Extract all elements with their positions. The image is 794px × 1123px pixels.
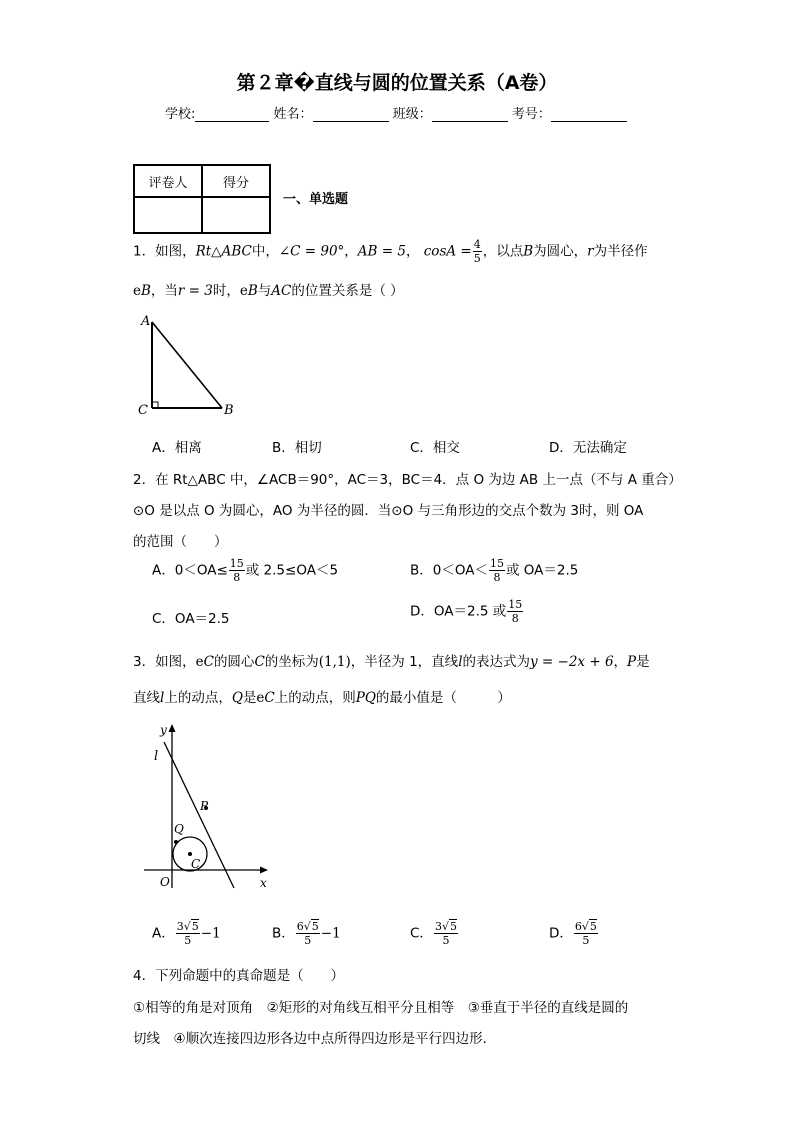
label-q: Q — [174, 822, 184, 836]
class-label: 班级： — [392, 107, 432, 122]
question-3-line-1: 3．如图，eC的圆心C的坐标为(1,1)，半径为 1，直线l的表达式为y = −2x + 6，P是 — [133, 654, 650, 670]
question-3-line-2: 直线l上的动点，Q是eC上的动点，则PQ的最小值是（ ） — [133, 690, 511, 706]
q3-option-a[interactable]: A． $\frac{3√5}{5}$ −1 — [152, 920, 221, 947]
score-cell[interactable] — [202, 197, 270, 233]
school-label: 学校: — [165, 107, 196, 122]
score-table — [133, 164, 271, 234]
q3-option-b[interactable]: B． $\frac{6√5}{5}$ −1 — [272, 920, 341, 947]
side-ab — [152, 322, 222, 408]
exam-number-label: 考号： — [511, 107, 551, 122]
score-header: 得分 — [202, 165, 270, 197]
coordinate-figure — [140, 718, 280, 896]
grader-header: 评卷人 — [134, 165, 202, 197]
question-1-line-1: 1．如图，Rt△ABC中，∠C = 90°，AB = 5， cosA = $\frac{4}{5}$ ，以点B为圆心，r为半径作 — [133, 238, 648, 265]
q1-option-b[interactable]: B．相切 — [272, 440, 322, 456]
center-c-dot — [188, 852, 192, 856]
label-y: y — [160, 723, 167, 737]
q3-option-d[interactable]: D． $\frac{6√5}{5}$ — [549, 920, 597, 947]
question-2-line-2: ⊙O 是以点 O 为圆心，AO 为半径的圆．当⊙O 与三角形边的交点个数为 3时，则 OA — [133, 503, 644, 519]
question-4-line-2: ①相等的角是对顶角 ②矩形的对角线互相平分且相等 ③垂直于半径的直线是圆的 — [133, 1000, 629, 1016]
section-title: 一、单选题 — [283, 192, 349, 207]
vertex-a: A — [141, 314, 151, 329]
question-4-line-1: 4．下列命题中的真命题是（ ） — [133, 968, 345, 984]
label-o: O — [160, 875, 170, 889]
triangle-figure — [130, 308, 245, 423]
grader-cell[interactable] — [134, 197, 202, 233]
point-q-dot — [174, 840, 178, 844]
label-c: C — [191, 857, 201, 871]
label-l: l — [154, 749, 159, 764]
q1-option-a[interactable]: A．相离 — [152, 440, 202, 456]
x-axis-arrow — [260, 867, 268, 874]
label-x: x — [260, 876, 267, 890]
label-p: P — [200, 799, 209, 813]
school-blank[interactable] — [195, 107, 269, 122]
y-axis-arrow — [169, 724, 176, 732]
q2-option-a[interactable]: A．0＜OA≤ $\frac{15}{8}$ 或 2.5≤OA＜5 — [152, 557, 339, 584]
q3-option-c[interactable]: C． $\frac{3√5}{5}$ — [410, 920, 457, 947]
class-blank[interactable] — [432, 107, 508, 122]
q1-option-c[interactable]: C．相交 — [410, 440, 460, 456]
student-info-line — [165, 103, 627, 122]
vertex-b: B — [224, 403, 234, 418]
q1-option-d[interactable]: D．无法确定 — [549, 440, 627, 456]
name-blank[interactable] — [313, 107, 389, 122]
q2-option-d[interactable]: D．OA＝2.5 或 $\frac{15}{8}$ — [410, 598, 523, 625]
q2-option-b[interactable]: B．0＜OA＜ $\frac{15}{8}$ 或 OA＝2.5 — [410, 557, 579, 584]
question-1-line-2: eB，当r = 3时，eB与AC的位置关系是（ ） — [133, 283, 404, 299]
vertex-c: C — [138, 403, 148, 418]
page-title: 第２章�直线与圆的位置关系（A卷） — [236, 72, 558, 94]
name-label: 姓名： — [273, 107, 313, 122]
question-4-line-3: 切线 ④顺次连接四边形各边中点所得四边形是平行四边形． — [133, 1031, 497, 1047]
exam-number-blank[interactable] — [551, 107, 627, 122]
question-2-line-1: 2．在 Rt△ABC 中，∠ACB＝90°，AC＝3，BC＝4．点 O 为边 AB 上一点（不与 A 重合） — [133, 472, 682, 488]
question-2-line-3: 的范围（ ） — [133, 534, 228, 550]
fraction-4-5: $\frac{4}{5}$ — [473, 238, 481, 265]
q2-option-c[interactable]: C．OA＝2.5 — [152, 611, 230, 627]
